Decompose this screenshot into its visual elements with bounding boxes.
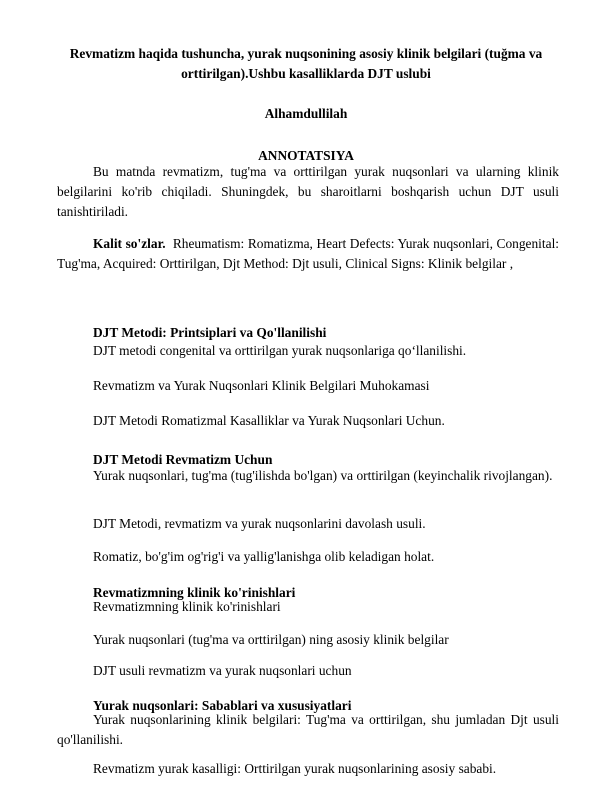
annotation-text: Bu matnda revmatizm, tug'ma va orttirilgan yurak nuqsonlari va ularning klinik belgilarini ko'rib chiqiladi. Shuningdek, bu sharoitlarni boshqarish uchun DJT usuli tanishtiriladi. — [57, 164, 559, 219]
section-line: Romatiz, bo'g'im og'rig'i va yallig'lanishga olib keladigan holat. — [93, 549, 435, 564]
document-subtitle: Alhamdullilah — [264, 106, 348, 121]
section-line: DJT usuli revmatizm va yurak nuqsonlari uchun — [93, 663, 352, 678]
section-line: DJT Metodi Romatizmal Kasalliklar va Yurak Nuqsonlari Uchun. — [93, 413, 445, 428]
section-heading: Revmatizmning klinik ko'rinishlari — [93, 585, 296, 600]
section-line: Yurak nuqsonlari (tug'ma va orttirilgan) ning asosiy klinik belgilar — [93, 632, 449, 647]
annotation-heading: ANNOTATSIYA — [258, 148, 354, 163]
section-line: Revmatizmning klinik ko'rinishlari — [93, 599, 281, 614]
section-line: DJT metodi congenital va orttirilgan yurak nuqsonlariga qo‘llanilishi. — [93, 343, 467, 358]
keywords-paragraph — [57, 234, 559, 274]
section-paragraph: Yurak nuqsonlari, tug'ma (tug'ilishda bo'lgan) va orttirilgan (keyinchalik rivojlangan). — [93, 468, 553, 483]
section-line: Revmatizm yurak kasalligi: Orttirilgan yurak nuqsonlarining asosiy sababi. — [93, 761, 497, 776]
section-heading: DJT Metodi Revmatizm Uchun — [93, 452, 273, 467]
section-paragraph: Yurak nuqsonlarining klinik belgilari: Tug'ma va orttirilgan, shu jumladan Djt usuli qo'llanilishi. — [57, 712, 559, 747]
document-title: Revmatizm haqida tushuncha, yurak nuqsonining asosiy klinik belgilari (tuğma va orttirilgan).Ushbu kasalliklarda DJT uslubi — [69, 46, 543, 81]
section-line: DJT Metodi, revmatizm va yurak nuqsonlarini davolash usuli. — [93, 516, 426, 531]
keywords-label: Kalit so'zlar. — [93, 236, 166, 251]
keywords-text: Rheumatism: Romatizma, Heart Defects: Yurak nuqsonlari, Congenital: Tug'ma, Acquired: Orttirilgan, Djt Method: Djt usuli, Clinical Signs: Klinik belgilar , — [57, 236, 560, 271]
section-heading: Yurak nuqsonlari: Sabablari va xususiyatlari — [93, 698, 352, 713]
section-line: Revmatizm va Yurak Nuqsonlari Klinik Belgilari Muhokamasi — [93, 378, 430, 393]
section-heading: DJT Metodi: Printsiplari va Qo'llanilishi — [93, 325, 327, 340]
